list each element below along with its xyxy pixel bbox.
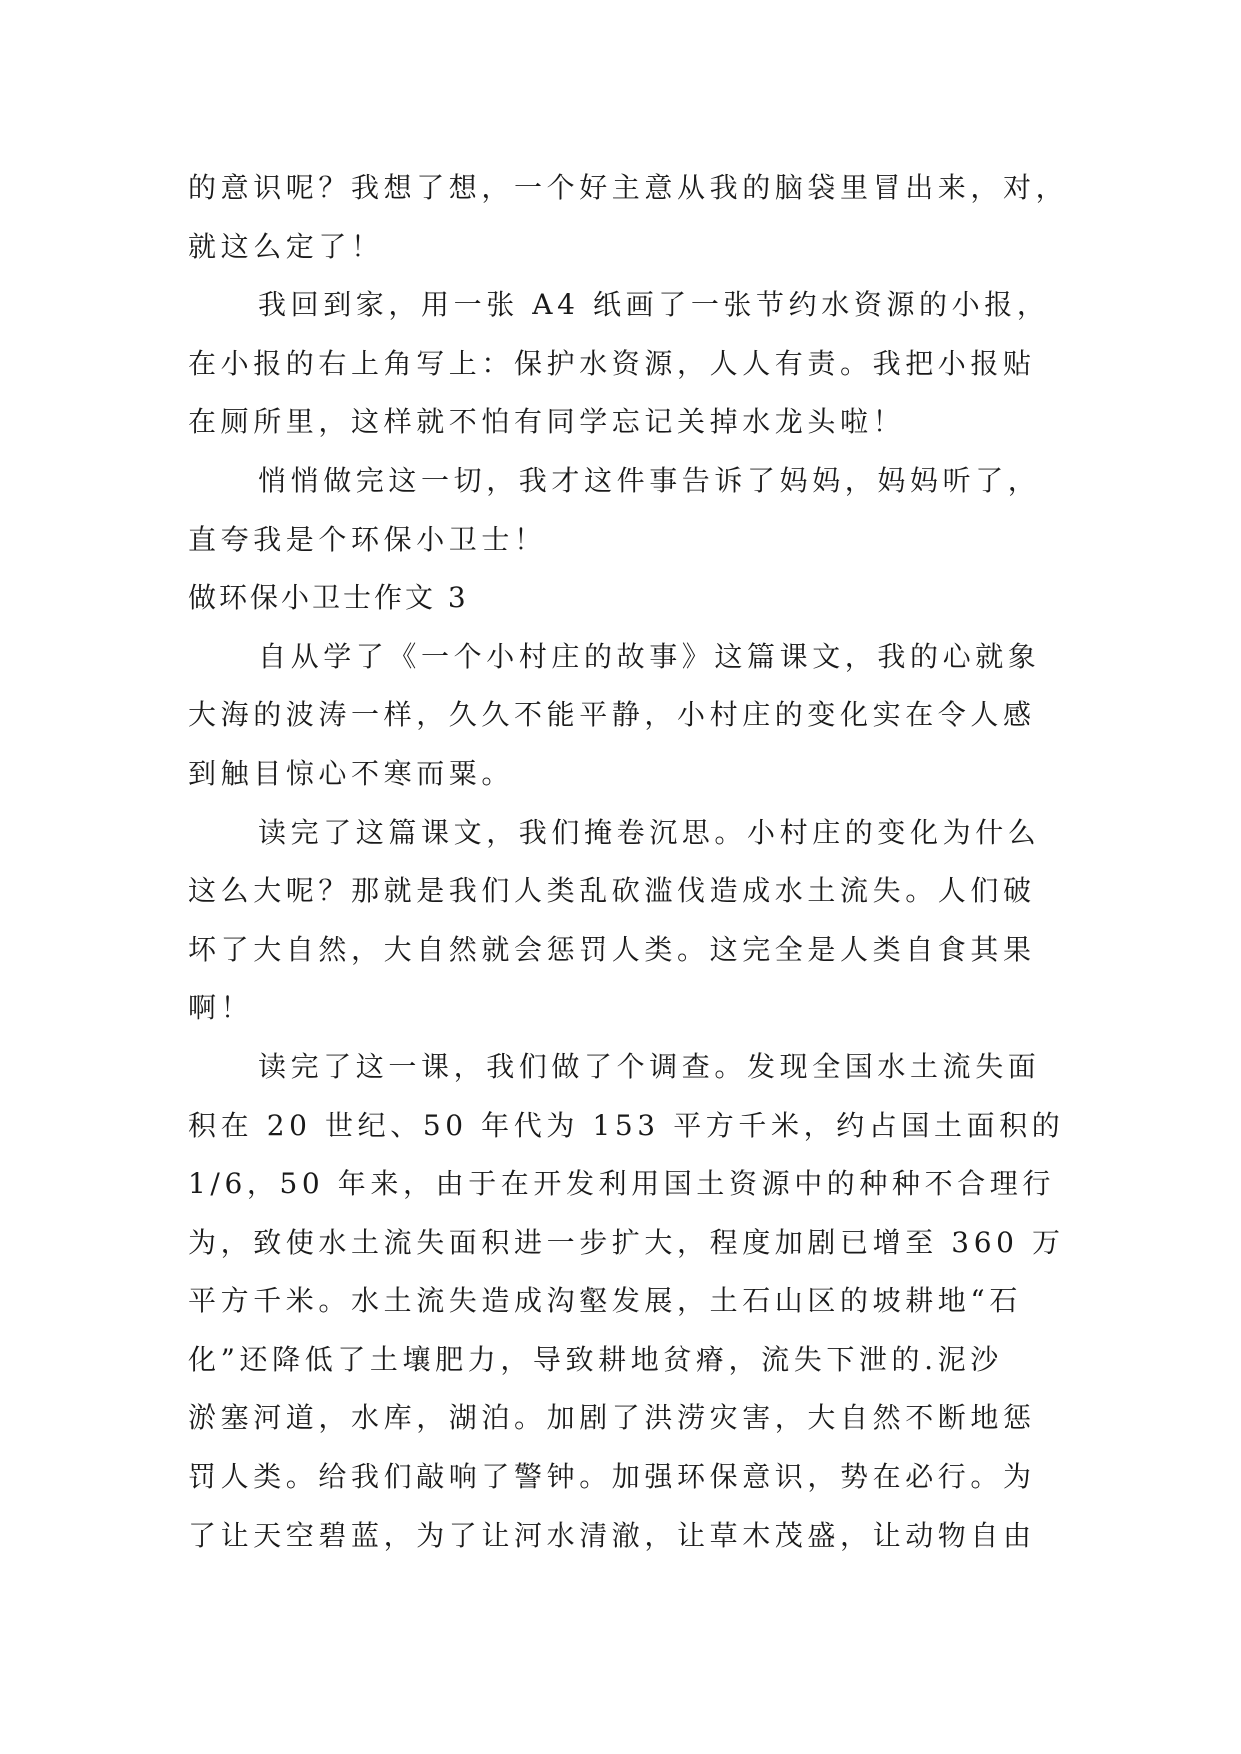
text-line: 啊！ [188, 991, 254, 1025]
text-line: 到触目惊心不寒而粟。 [188, 756, 515, 790]
text-line: 平方千米。水土流失造成沟壑发展，土石山区的坡耕地“石 [188, 1284, 1022, 1318]
text-line: 淤塞河道，水库，湖泊。加剧了洪涝灾害，大自然不断地惩 [188, 1401, 1036, 1435]
text-line: 罚人类。给我们敲响了警钟。加强环保意识，势在必行。为 [188, 1460, 1036, 1494]
text-line: 化”还降低了土壤肥力，导致耕地贫瘠，流失下泄的.泥沙 [188, 1342, 1003, 1376]
text-line: 了让天空碧蓝，为了让河水清澈，让草木茂盛，让动物自由 [188, 1518, 1036, 1552]
text-line: 坏了大自然，大自然就会惩罚人类。这完全是人类自食其果 [188, 932, 1036, 966]
text-line: 悄悄做完这一切，我才这件事告诉了妈妈，妈妈听了， [258, 463, 1041, 497]
text-line: 1/6，50 年来，由于在开发利用国土资源中的种种不合理行 [188, 1167, 1055, 1201]
text-line: 大海的波涛一样，久久不能平静，小村庄的变化实在令人感 [188, 698, 1036, 732]
text-line: 积在 20 世纪、50 年代为 153 平方千米，约占国土面积的 [188, 1108, 1065, 1142]
text-line: 直夸我是个环保小卫士！ [188, 522, 547, 556]
paragraph [188, 159, 1068, 276]
section-heading: 做环保小卫士作文 3 [188, 581, 469, 615]
text-line: 就这么定了！ [188, 229, 384, 263]
text-line: 的意识呢？我想了想，一个好主意从我的脑袋里冒出来，对， [188, 171, 1069, 204]
paragraph [188, 628, 1068, 804]
text-line: 这么大呢？那就是我们人类乱砍滥伐造成水土流失。人们破 [188, 874, 1036, 908]
text-line: 读完了这篇课文，我们掩卷沉思。小村庄的变化为什么 [258, 815, 1041, 849]
text-line: 读完了这一课，我们做了个调查。发现全国水土流失面 [258, 1049, 1041, 1083]
text-line: 在厕所里，这样就不怕有同学忘记关掉水龙头啦！ [188, 405, 906, 439]
paragraph [188, 1038, 1068, 1565]
paragraph [188, 452, 1068, 569]
paragraph [188, 804, 1068, 1038]
text-line: 我回到家，用一张 A4 纸画了一张节约水资源的小报， [258, 288, 1050, 322]
text-line: 为，致使水土流失面积进一步扩大，程度加剧已增至 360 万 [188, 1225, 1065, 1259]
text-line: 自从学了《一个小村庄的故事》这篇课文，我的心就象 [258, 639, 1041, 673]
document-page [188, 159, 1068, 1565]
paragraph [188, 276, 1068, 452]
text-line: 在小报的右上角写上：保护水资源，人人有责。我把小报贴 [188, 346, 1036, 380]
